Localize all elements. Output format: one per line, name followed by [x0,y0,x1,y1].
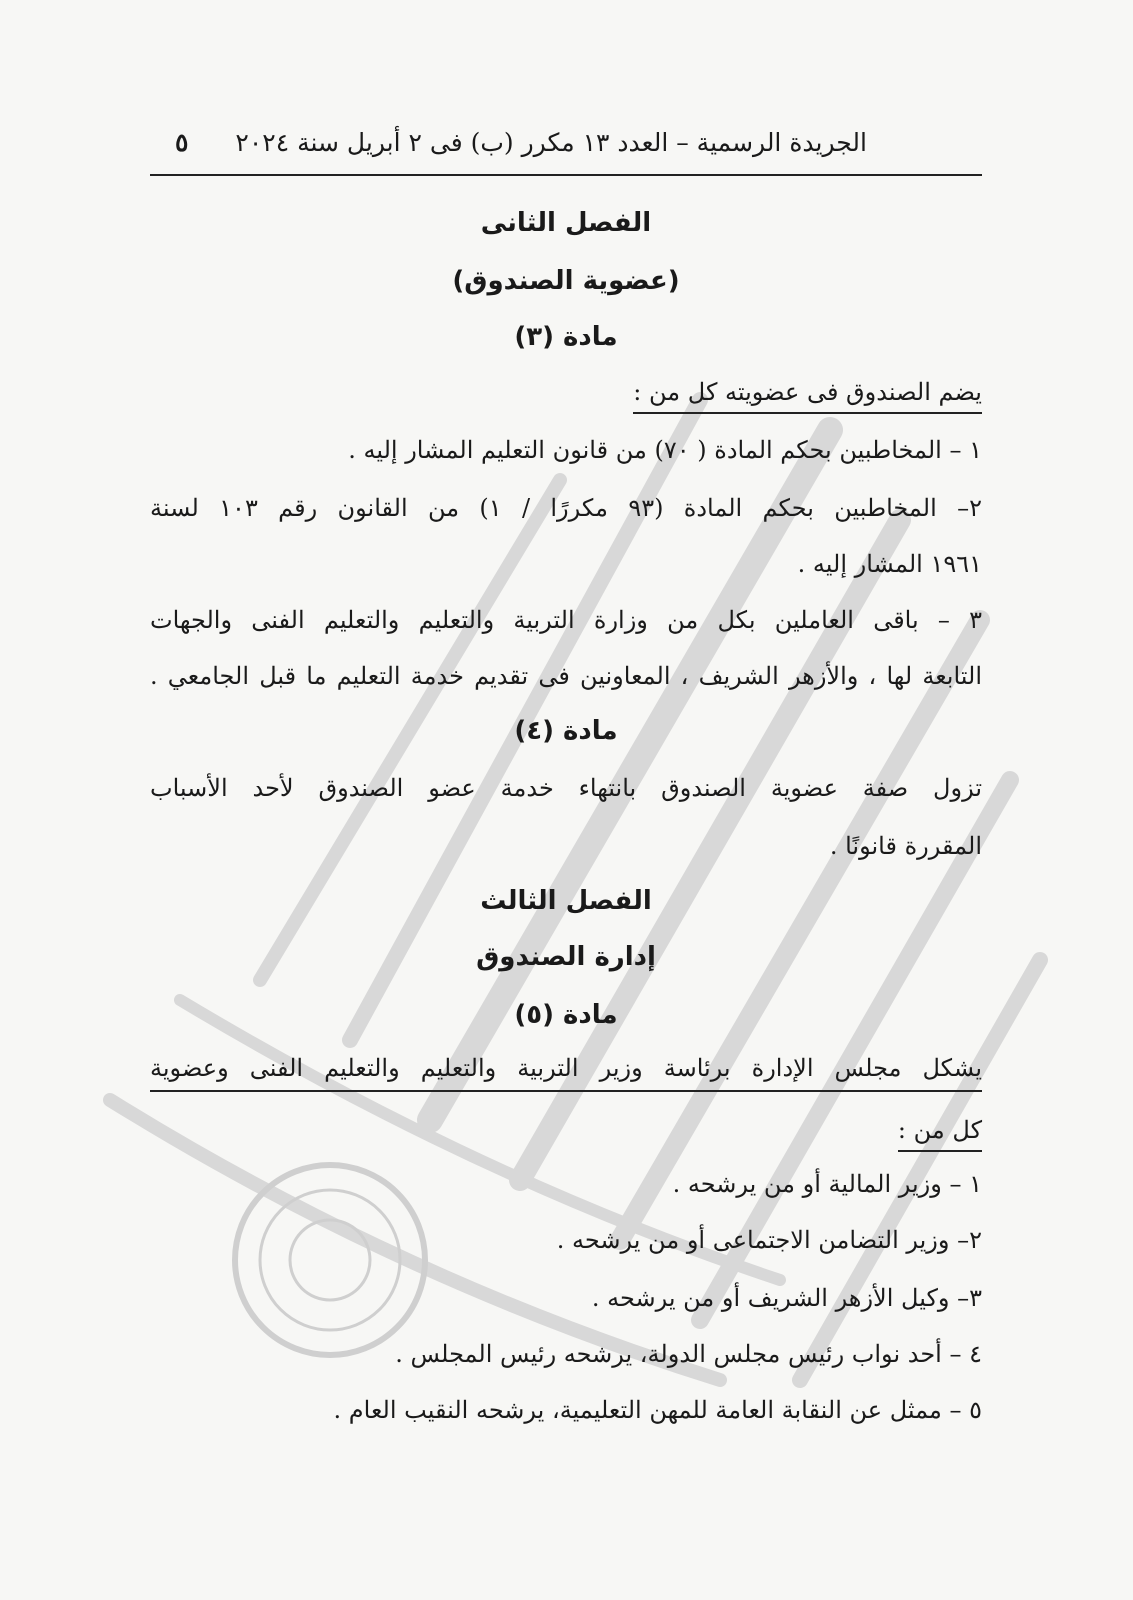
article-5-item-4: ٤ – أحد نواب رئيس مجلس الدولة، يرشحه رئيس المجلس . [395,1340,982,1368]
chapter-3-subtitle: إدارة الصندوق [476,942,656,972]
article-3-title: مادة (٣) [514,322,618,352]
article-5-item-3: ٣– وكيل الأزهر الشريف أو من يرشحه . [591,1284,982,1312]
chapter-2-subtitle: (عضوية الصندوق) [452,266,680,296]
article-3-item-3-line-2: التابعة لها ، والأزهر الشريف ، المعاونين فى تقديم خدمة التعليم ما قبل الجامعي . [150,662,982,690]
article-4-title: مادة (٤) [514,716,618,746]
page-number: ٥ [175,128,189,157]
article-3-item-1: ١ – المخاطبين بحكم المادة ( ٧٠) من قانون التعليم المشار إليه . [348,436,982,464]
chapter-2-title: الفصل الثانى [480,208,652,238]
gazette-title: الجريدة الرسمية – العدد ١٣ مكرر (ب) فى ٢ أبريل سنة ٢٠٢٤ [235,128,867,157]
article-5-line-2: كل من : [898,1116,982,1152]
article-5-item-1: ١ – وزير المالية أو من يرشحه . [672,1170,982,1198]
article-4-line-1: تزول صفة عضوية الصندوق بانتهاء خدمة عضو الصندوق لأحد الأسباب [150,774,982,802]
article-3-item-2-line-1: ٢– المخاطبين بحكم المادة (٩٣ مكررًا / ١) من القانون رقم ١٠٣ لسنة [150,494,982,522]
article-3-item-2-line-2: ١٩٦١ المشار إليه . [797,550,982,578]
article-5-item-2: ٢– وزير التضامن الاجتماعى أو من يرشحه . [556,1226,982,1254]
article-4-line-2: المقررة قانونًا . [829,832,982,860]
document-page [150,0,982,1600]
article-5-line-1: يشكل مجلس الإدارة برئاسة وزير التربية والتعليم والتعليم الفنى وعضوية [150,1054,982,1092]
page-header [150,128,982,176]
article-3-intro: يضم الصندوق فى عضويته كل من : [633,378,982,414]
article-3-item-3-line-1: ٣ – باقى العاملين بكل من وزارة التربية والتعليم والتعليم الفنى والجهات [150,606,982,634]
article-5-title: مادة (٥) [514,1000,618,1030]
chapter-3-title: الفصل الثالث [480,886,652,916]
article-5-item-5: ٥ – ممثل عن النقابة العامة للمهن التعليمية، يرشحه النقيب العام . [333,1396,982,1424]
